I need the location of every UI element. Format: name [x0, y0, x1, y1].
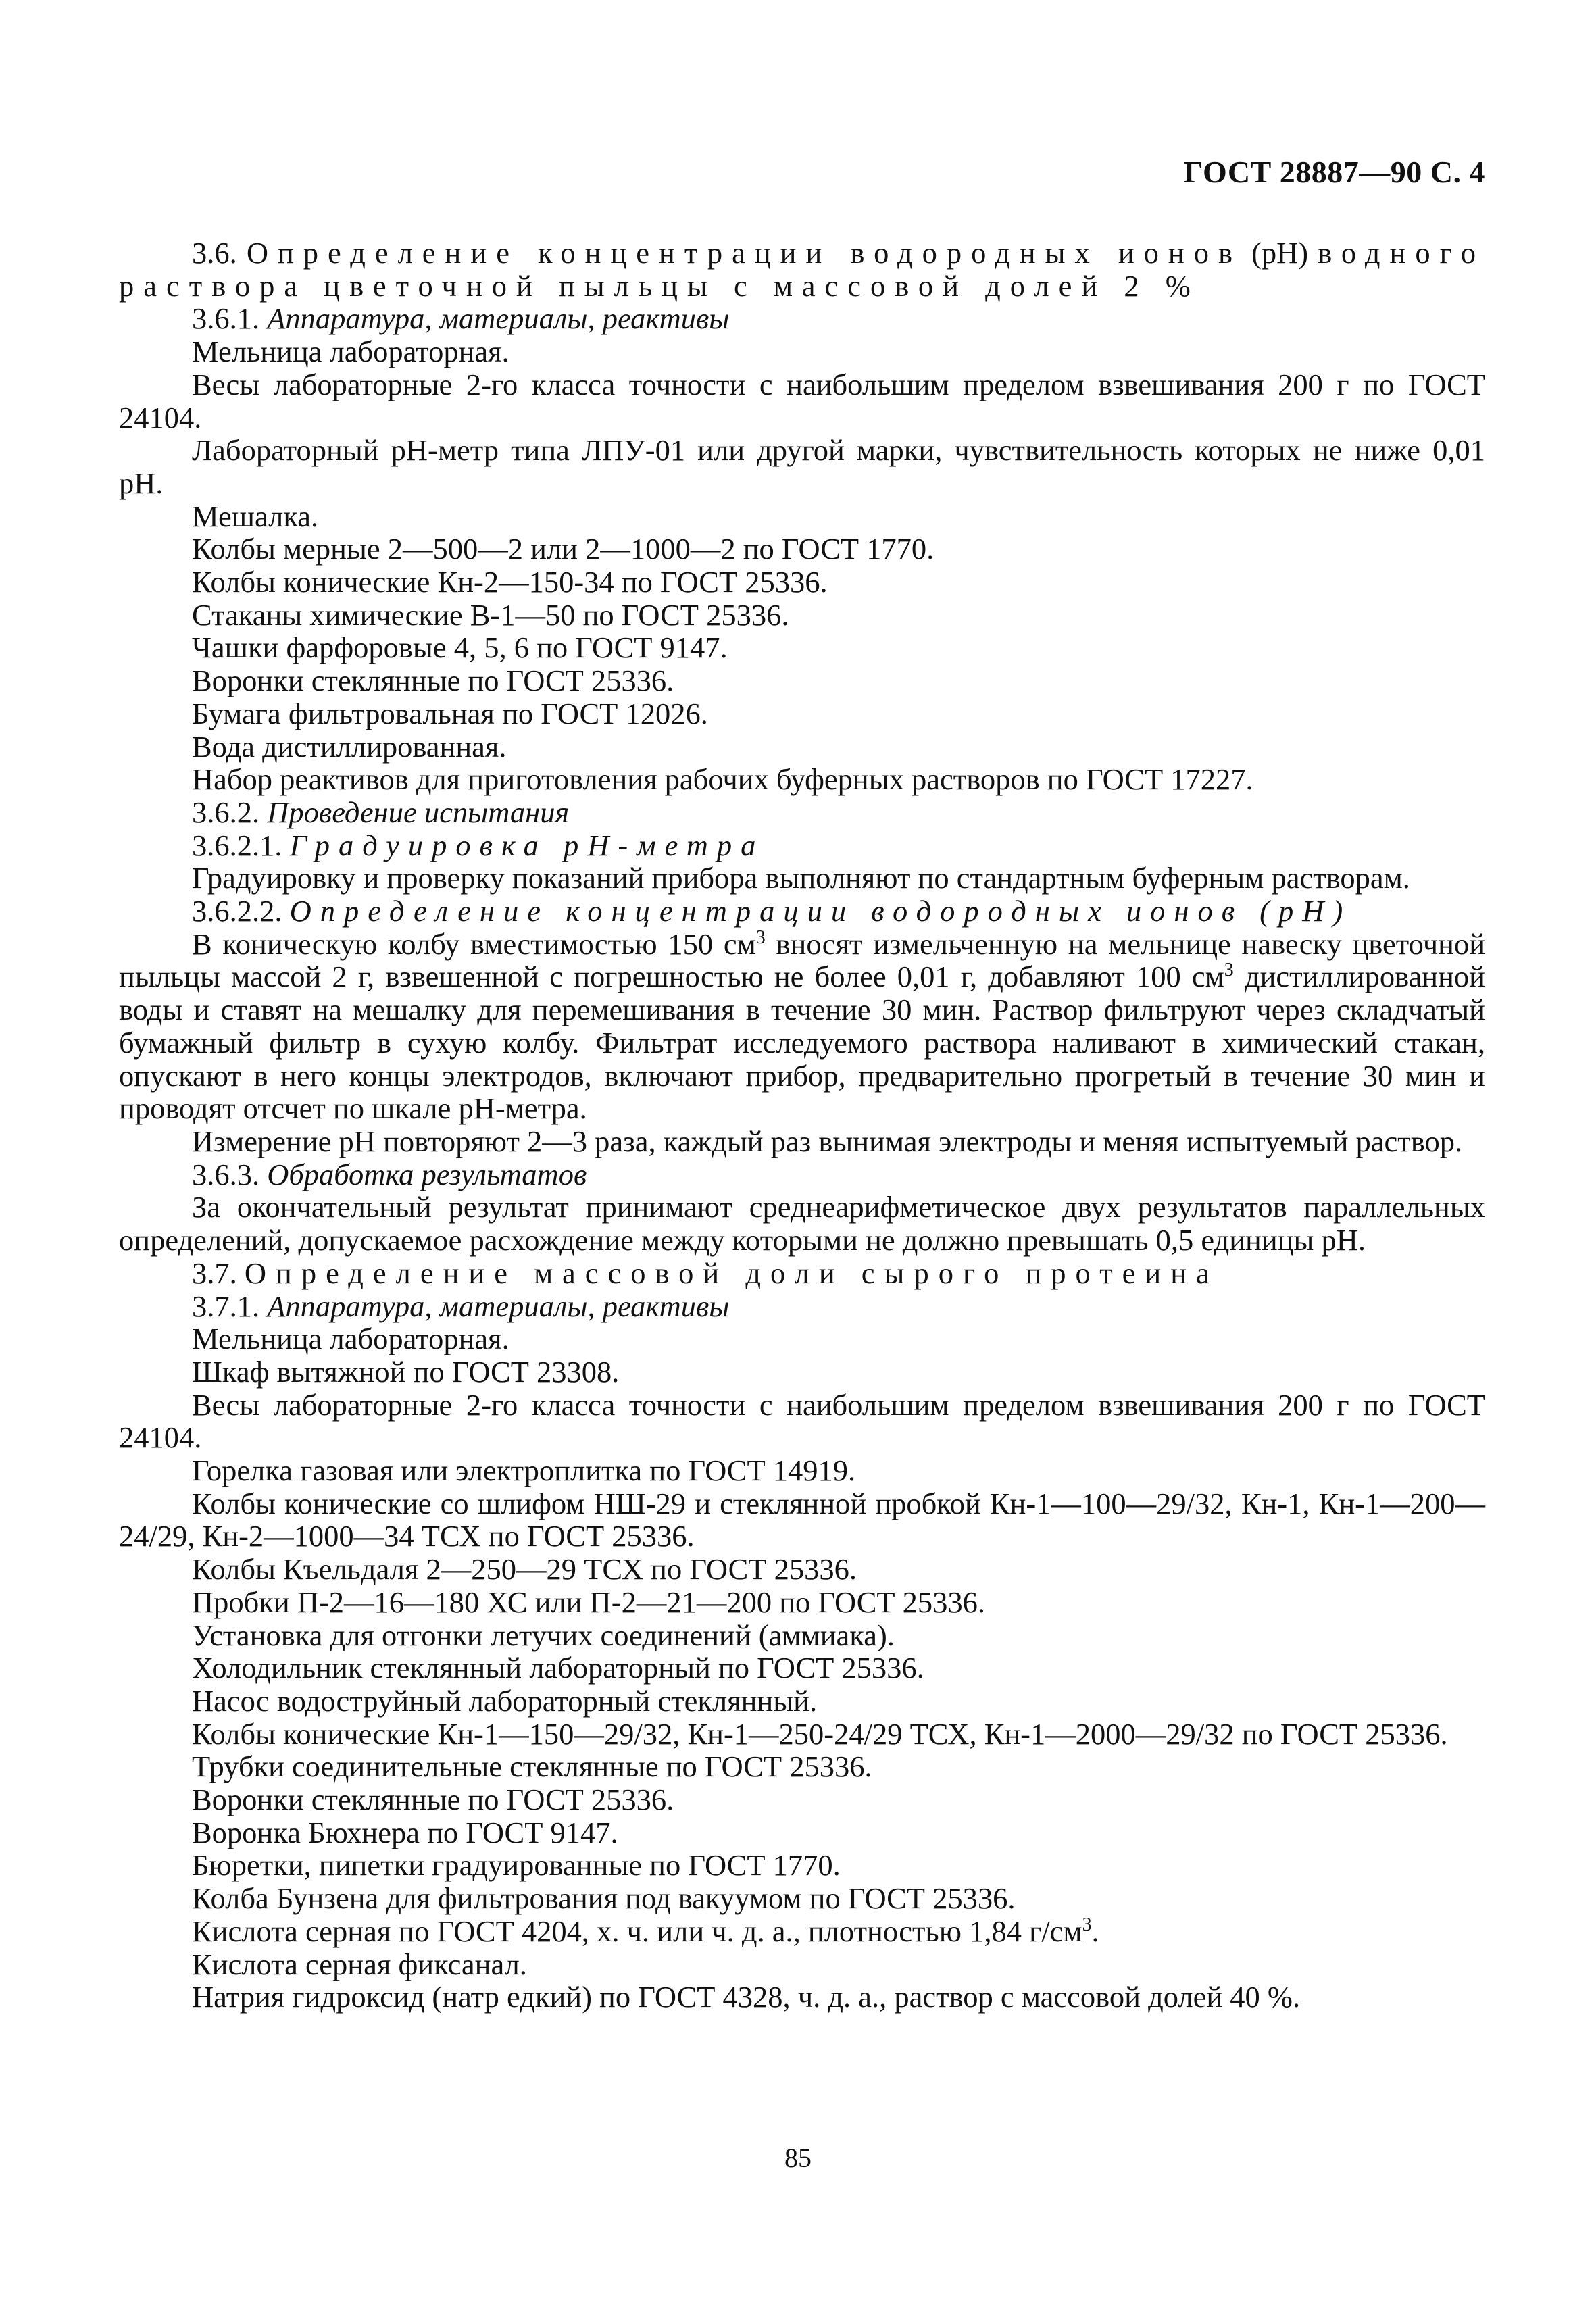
- paragraph: Колбы конические Кн-2—150-34 по ГОСТ 25336.: [192, 565, 828, 599]
- paragraph: Установка для отгонки летучих соединений (аммиака).: [192, 1618, 895, 1652]
- paragraph: Лабораторный pH-метр типа ЛПУ-01 или другой марки, чувствительность которых не ниже 0,01 pH.: [119, 433, 1485, 500]
- superscript: 3: [1082, 1914, 1092, 1935]
- subsection-heading: [119, 302, 1485, 335]
- paragraph: Весы лабораторные 2-го класса точности с наибольшим пределом взвешивания 200 г по ГОСТ 24104.: [119, 1387, 1485, 1455]
- paragraph: Воронки стеклянные по ГОСТ 25336.: [192, 1783, 674, 1817]
- subsection-heading: [119, 796, 1485, 829]
- subsection-title: Определение концентрации водородных ионов (pH): [289, 894, 1352, 928]
- superscript: 3: [755, 926, 766, 948]
- section-number: 3.6.3.: [192, 1157, 260, 1191]
- section-title: Определение концентрации водородных ионов: [246, 236, 1242, 270]
- paragraph: Кислота серная фиксанал.: [192, 1947, 527, 1981]
- section-3-7-heading: [119, 1257, 1485, 1290]
- paragraph: Насос водоструйный лабораторный стеклянный.: [192, 1683, 818, 1718]
- paragraph: Мельница лабораторная.: [192, 1322, 509, 1356]
- section-number: 3.6.1.: [192, 301, 260, 336]
- section-title-ph: (pH): [1251, 236, 1309, 270]
- paragraph: Бюретки, пипетки градуированные по ГОСТ 1770.: [192, 1848, 841, 1883]
- paragraph: За окончательный результат принимают среднеарифметическое двух результатов параллельных определений, допускаемое расхождение между которыми не должно превышать 0,5 единицы pH.: [119, 1190, 1485, 1258]
- paragraph: Вода дистиллированная.: [192, 729, 507, 764]
- subsection-title: Проведение испытания: [267, 795, 570, 829]
- page-number: 85: [784, 2143, 812, 2173]
- subsection-heading: [119, 1158, 1485, 1191]
- section-number: 3.7.1.: [192, 1289, 260, 1323]
- paragraph: Трубки соединительные стеклянные по ГОСТ 25336.: [192, 1749, 872, 1784]
- section-3-6-heading: [119, 237, 1485, 270]
- subsection-heading: [119, 895, 1485, 928]
- text-run: дистиллированной воды и ставят на мешалку для перемешивания в течение 30 мин. Раствор фильтруют через складчатый бумажный фильтр в сухую колбу. Фильтрат исследуемого раствора наливают в химический стакан, опускают в него концы электродов, включают прибор, предварительно прогретый в течение 30 мин и проводят отсчет по шкале pH-метра.: [119, 960, 1485, 1126]
- paragraph: Стаканы химические В-1—50 по ГОСТ 25336.: [192, 597, 789, 632]
- section-number: 3.7.: [192, 1255, 237, 1290]
- paragraph: Воронка Бюхнера по ГОСТ 9147.: [192, 1815, 618, 1849]
- paragraph: Измерение pH повторяют 2—3 раза, каждый раз вынимая электроды и меняя испытуемый раствор.: [192, 1124, 1463, 1158]
- subsection-title: Градуировка pH-метра: [289, 828, 765, 862]
- subsection-title: Обработка результатов: [267, 1157, 587, 1191]
- paragraph: Шкаф вытяжной по ГОСТ 23308.: [192, 1354, 620, 1389]
- text-run: .: [1091, 1914, 1099, 1948]
- subsection-heading: [119, 829, 1485, 862]
- section-number: 3.6.2.1.: [192, 828, 282, 862]
- paragraph: Бумага фильтровальная по ГОСТ 12026.: [192, 696, 708, 730]
- section-number: 3.6.2.: [192, 795, 260, 829]
- text-run: Кислота серная по ГОСТ 4204, х. ч. или ч. д. а., плотностью 1,84 г/см: [192, 1914, 1082, 1948]
- paragraph: Колбы мерные 2—500—2 или 2—1000—2 по ГОСТ 1770.: [192, 532, 934, 566]
- paragraph: Колбы Къельдаля 2—250—29 ТСХ по ГОСТ 25336.: [192, 1552, 857, 1587]
- paragraph: Чашки фарфоровые 4, 5, 6 по ГОСТ 9147.: [192, 630, 728, 665]
- page-header: ГОСТ 28887—90 С. 4: [1183, 155, 1485, 189]
- paragraph: Мельница лабораторная.: [192, 334, 509, 369]
- section-number: 3.6.2.2.: [192, 894, 282, 928]
- paragraph: Пробки П-2—16—180 ХС или П-2—21—200 по ГОСТ 25336.: [192, 1585, 986, 1619]
- text-run: вносят измельченную на мельнице навеску цветочной пыльцы массой 2 г, взвешенной с погрешностью не более 0,01 г, добавляют 100 см: [119, 926, 1486, 994]
- document-body: [119, 237, 1485, 2014]
- paragraph: Градуировку и проверку показаний прибора выполняют по стандартным буферным растворам.: [192, 861, 1410, 895]
- paragraph: Холодильник стеклянный лабораторный по ГОСТ 25336.: [192, 1651, 924, 1685]
- paragraph: Колбы конические Кн-1—150—29/32, Кн-1—250-24/29 ТСХ, Кн-1—2000—29/32 по ГОСТ 25336.: [192, 1716, 1448, 1751]
- text-run: В коническую колбу вместимостью 150 см: [192, 926, 756, 961]
- section-title: Определение массовой доли сырого протеина: [244, 1255, 1219, 1290]
- section-3-6-heading-cont: [119, 270, 1485, 303]
- paragraph: Колба Бунзена для фильтрования под вакуумом по ГОСТ 25336.: [192, 1881, 1016, 1916]
- paragraph: Колбы конические со шлифом НШ-29 и стеклянной пробкой Кн-1—100—29/32, Кн-1, Кн-1—200—24/29, Кн-2—1000—34 ТСХ по ГОСТ 25336.: [119, 1486, 1485, 1553]
- subsection-title: Аппаратура, материалы, реактивы: [267, 1289, 730, 1323]
- paragraph: [119, 1915, 1485, 1948]
- paragraph: Весы лабораторные 2-го класса точности с наибольшим пределом взвешивания 200 г по ГОСТ 24104.: [119, 367, 1485, 434]
- section-title: водного: [1318, 236, 1485, 270]
- superscript: 3: [1224, 960, 1234, 981]
- paragraph: Горелка газовая или электроплитка по ГОСТ 14919.: [192, 1453, 856, 1488]
- paragraph: Воронки стеклянные по ГОСТ 25336.: [192, 664, 674, 698]
- paragraph: Набор реактивов для приготовления рабочих буферных растворов по ГОСТ 17227.: [192, 762, 1253, 797]
- paragraph: [119, 928, 1485, 1125]
- section-number: 3.6.: [192, 236, 237, 270]
- paragraph: Мешалка.: [192, 499, 319, 533]
- paragraph: Натрия гидроксид (натр едкий) по ГОСТ 4328, ч. д. а., раствор с массовой долей 40 %.: [192, 1980, 1301, 2014]
- subsection-heading: [119, 1290, 1485, 1323]
- subsection-title: Аппаратура, материалы, реактивы: [267, 301, 730, 336]
- section-title: раствора цветочной пыльцы с массовой долей 2 %: [119, 268, 1200, 303]
